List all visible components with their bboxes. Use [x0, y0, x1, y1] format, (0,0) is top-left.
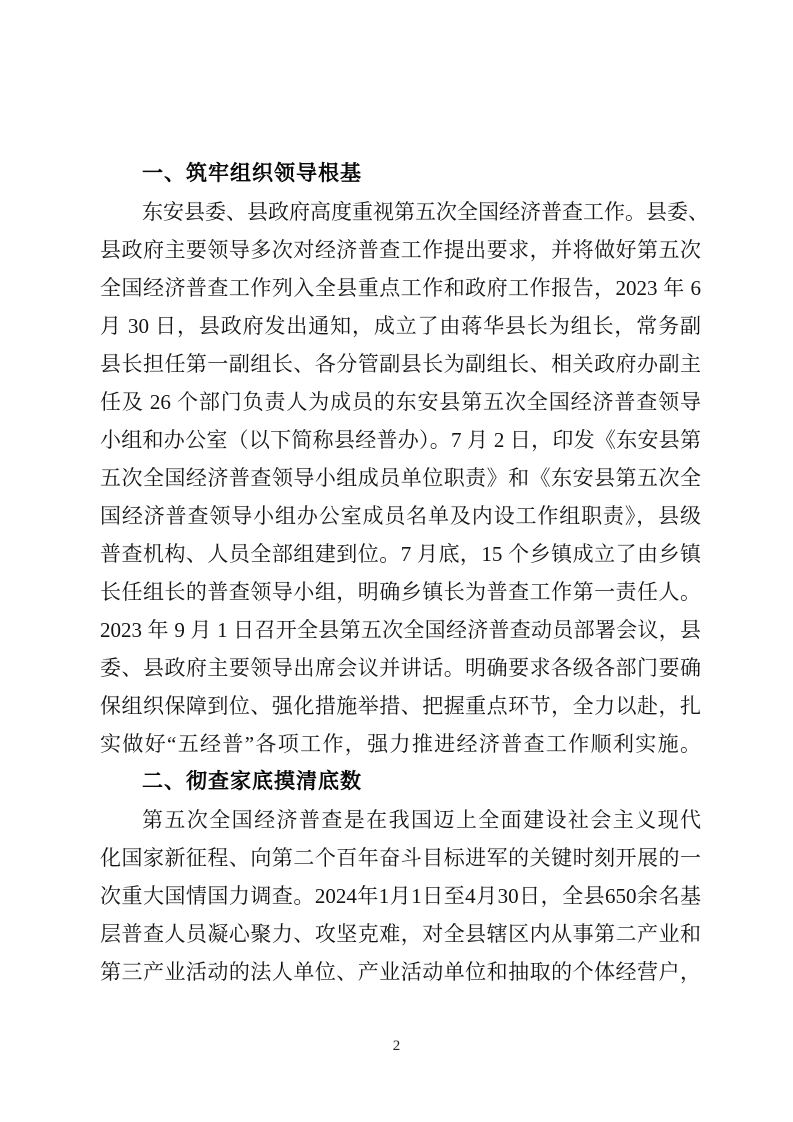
section-2 — [100, 763, 701, 991]
text-line: 第五次全国经济普查是在我国迈上全面建设社会主义现代 — [142, 808, 701, 832]
section-1-paragraph — [100, 193, 709, 763]
text-line: 县政府主要领导多次对经济普查工作提出要求，并将做好第五次 — [100, 238, 701, 262]
text-line: 月 30 日，县政府发出通知，成立了由蒋华县长为组长，常务副 — [100, 314, 701, 338]
text-line: 国经济普查领导小组办公室成员名单及内设工作组职责》，县级 — [100, 504, 701, 528]
text-line: 层普查人员凝心聚力、攻坚克难，对全县辖区内从事第二产业和 — [100, 922, 701, 946]
text-line: 第三产业活动的法人单位、产业活动单位和抽取的个体经营户， — [100, 960, 701, 984]
section-1-heading: 一、筑牢组织领导根基 — [142, 162, 362, 185]
text-line: 长任组长的普查领导小组，明确乡镇长为普查工作第一责任人。 — [100, 580, 701, 604]
text-line: 实做好“五经普”各项工作，强力推进经济普查工作顺利实施。 — [100, 732, 701, 756]
text-line: 保组织保障到位、强化措施举措、把握重点环节，全力以赴，扎 — [100, 694, 701, 718]
text-line: 东安县委、县政府高度重视第五次全国经济普查工作。县委、 — [142, 200, 709, 224]
text-line: 任及 26 个部门负责人为成员的东安县第五次全国经济普查领导 — [100, 390, 701, 414]
text-line: 县长担任第一副组长、各分管副县长为副组长、相关政府办副主 — [100, 352, 701, 376]
page-number: 2 — [392, 1038, 401, 1054]
text-line: 委、县政府主要领导出席会议并讲话。明确要求各级各部门要确 — [100, 656, 701, 680]
text-line: 次重大国情国力调查。2024年1月1日至4月30日，全县650余名基 — [100, 884, 701, 908]
document-content — [100, 155, 709, 991]
section-2-paragraph — [100, 801, 701, 991]
text-line: 2023 年 9 月 1 日召开全县第五次全国经济普查动员部署会议，县 — [100, 618, 701, 642]
text-line: 全国经济普查工作列入全县重点工作和政府工作报告，2023 年 6 — [100, 276, 701, 300]
text-line: 五次全国经济普查领导小组成员单位职责》和《东安县第五次全 — [100, 466, 701, 490]
section-2-heading: 二、彻查家底摸清底数 — [142, 770, 362, 793]
section-1 — [100, 155, 709, 763]
text-line: 化国家新征程、向第二个百年奋斗目标进军的关键时刻开展的一 — [100, 846, 701, 870]
text-line: 小组和办公室（以下简称县经普办）。7 月 2 日，印发《东安县第 — [100, 428, 701, 452]
text-line: 普查机构、人员全部组建到位。7 月底，15 个乡镇成立了由乡镇 — [100, 542, 701, 566]
